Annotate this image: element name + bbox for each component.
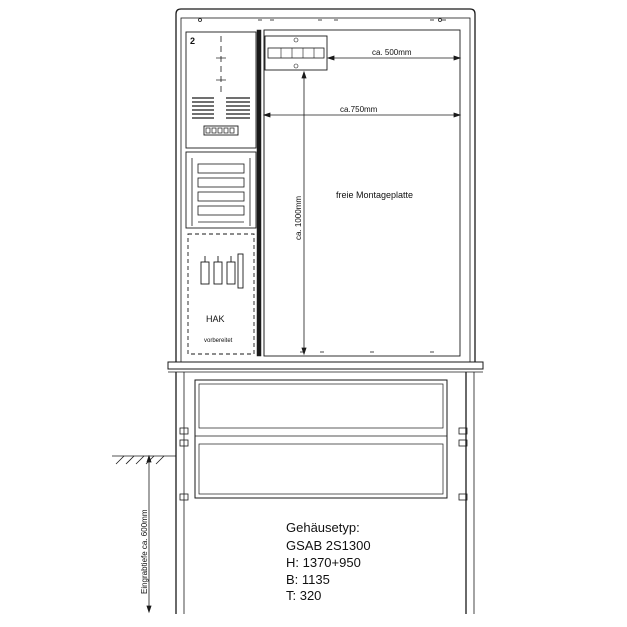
top-fixing-marks [199,19,447,22]
dimension-embed-depth: Eingrabtiefe ca. 600mm [140,509,149,594]
dimension-height: ca. 1000mm [294,195,303,240]
housing-type-label: Gehäusetyp: [286,520,360,535]
meter-panel [186,32,256,148]
hak-label: HAK [206,314,225,324]
hak-compartment [188,234,254,354]
hak-fuse-holders [201,254,243,288]
top-device-box [265,36,327,70]
hak-sublabel: vorbereitet [204,338,233,344]
housing-model: GSAB 2S1300 [286,538,371,553]
panel-number: 2 [190,36,196,46]
housing-height: H: 1370+950 [286,555,361,570]
housing-info [286,520,371,603]
compartment-divider [257,30,264,356]
dimension-width-total: ca.750mm [340,105,378,114]
ground-line [112,456,176,464]
mounting-plate-label: freie Montageplatte [336,190,414,200]
housing-depth: T: 320 [286,588,322,603]
fuse-panel [186,152,256,228]
housing-width: B: 1135 [286,572,330,587]
dimension-width-right: ca. 500mm [372,48,412,57]
